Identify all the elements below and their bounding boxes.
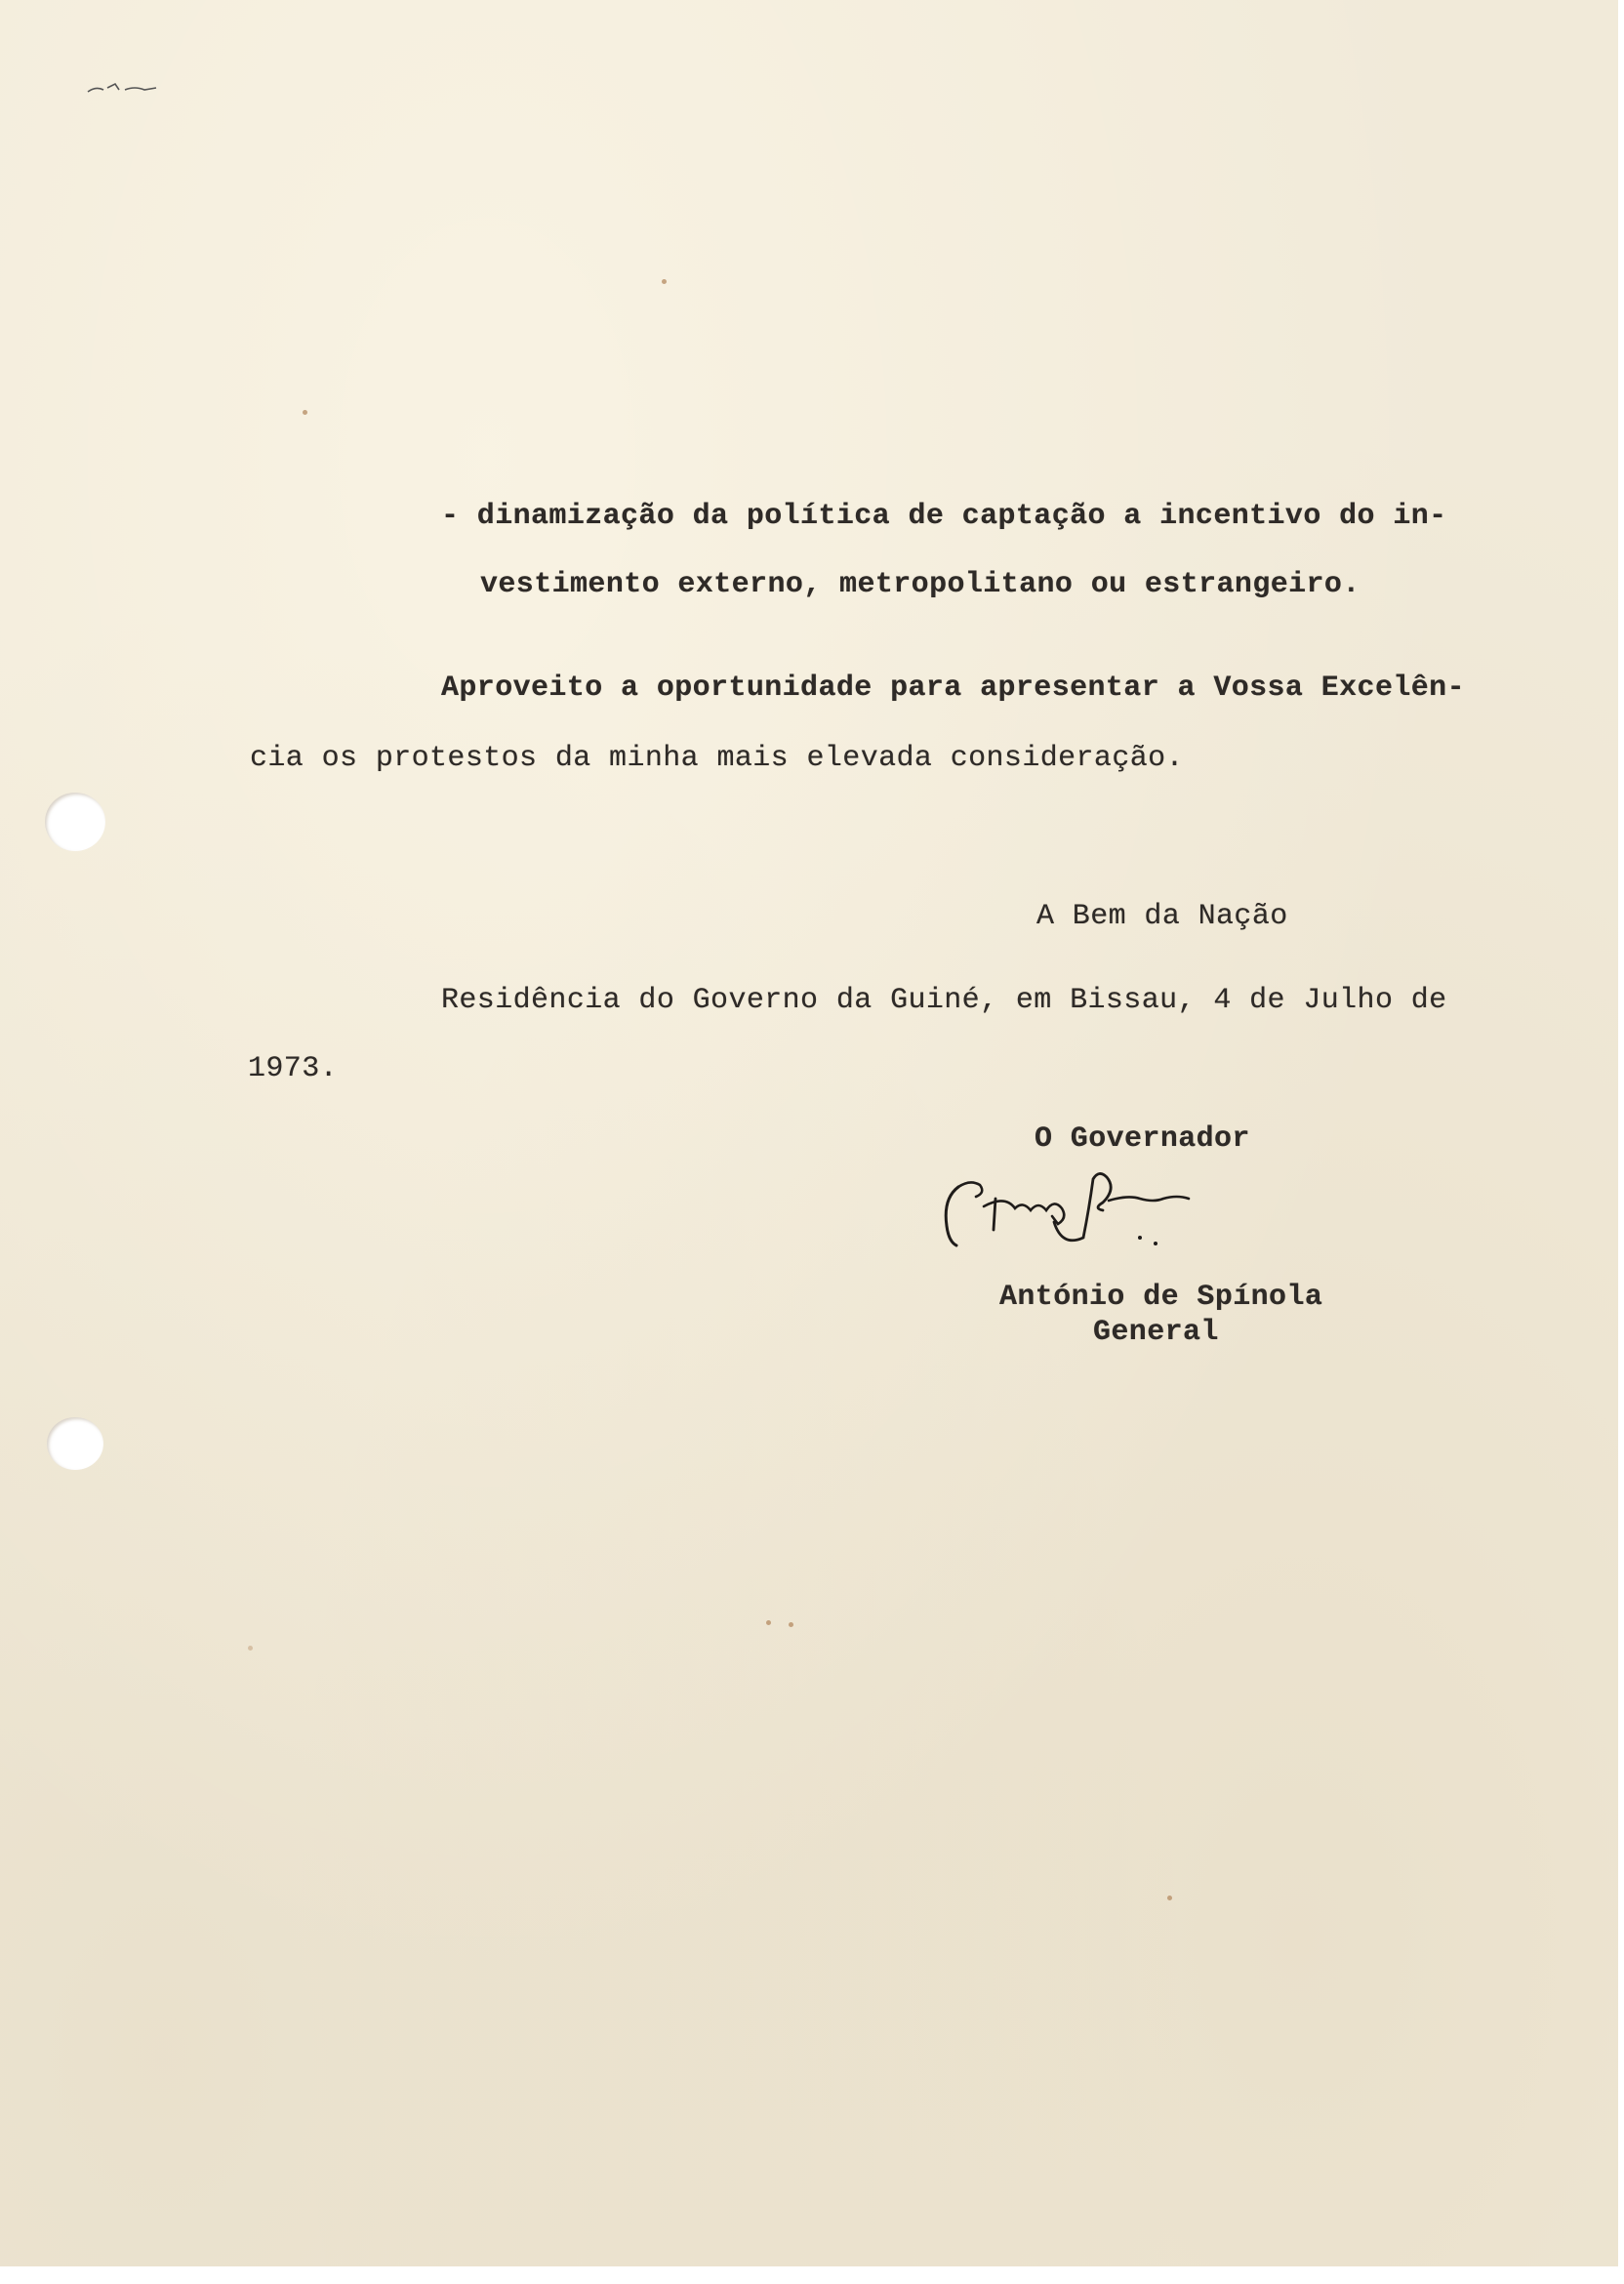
paper-speck — [789, 1622, 793, 1627]
signatory-name: António de Spínola — [999, 1281, 1323, 1314]
paper-speck — [662, 279, 667, 284]
handwritten-signature — [937, 1160, 1288, 1257]
page-edge-bottom — [0, 2266, 1624, 2284]
signatory-rank: General — [1093, 1316, 1219, 1349]
paper-speck — [303, 410, 307, 415]
punch-hole-lower — [47, 1417, 103, 1470]
paper-speck — [248, 1646, 253, 1651]
motto: A Bem da Nação — [1036, 900, 1288, 933]
closing-line-2: cia os protestos da minha mais elevada consideração. — [250, 742, 1184, 775]
page-edge-right — [1618, 0, 1624, 2284]
signatory-title: O Governador — [1035, 1122, 1250, 1156]
bullet-line-1: - dinamização da política de captação a incentivo do in- — [441, 500, 1447, 533]
closing-line-1: Aproveito a oportunidade para apresentar a Vossa Excelên- — [441, 672, 1465, 705]
paper-speck — [766, 1620, 771, 1625]
bullet-line-2: vestimento externo, metropolitano ou estrangeiro. — [480, 568, 1360, 601]
corner-pencil-mark — [86, 78, 164, 98]
place-date-line-2: 1973. — [248, 1052, 339, 1085]
punch-hole-upper — [45, 793, 105, 851]
place-date-line-1: Residência do Governo da Guiné, em Bissau, 4 de Julho de — [441, 984, 1447, 1017]
paper-speck — [1167, 1896, 1172, 1900]
